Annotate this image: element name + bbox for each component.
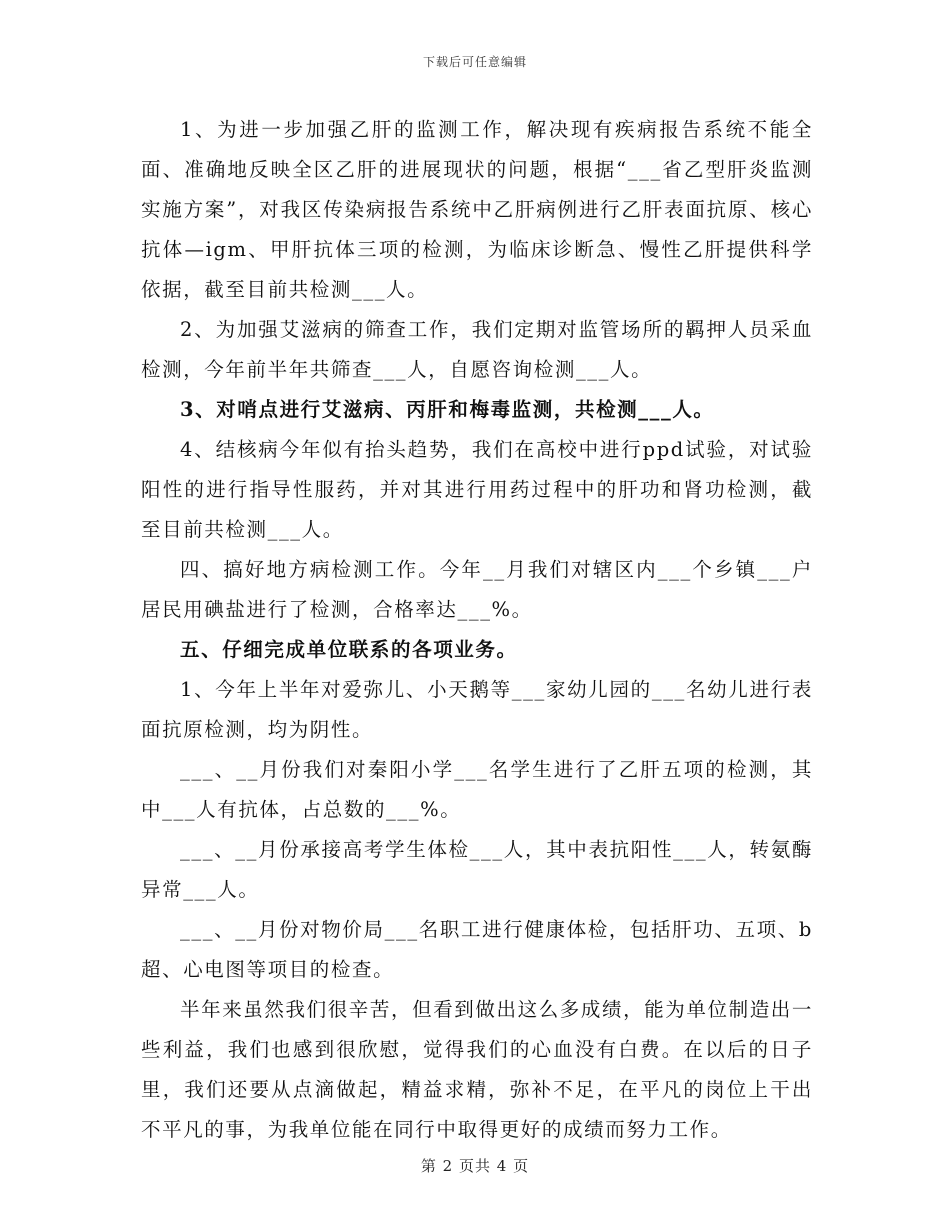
paragraph-kindergarten-testing: 1、今年上半年对爱弥儿、小天鹅等___家幼儿园的___名幼儿进行表面抗原检测，均为阴性。 <box>141 678 813 741</box>
paragraph-price-bureau-checkup: ___、__月份对物价局___名职工进行健康体检，包括肝功、五项、b超、心电图等项目的检查。 <box>141 918 813 981</box>
page-number: 第 2 页共 4 页 <box>420 1157 530 1175</box>
page-header: 下载后可任意编辑 <box>422 55 527 69</box>
paragraph-aids-screening: 2、为加强艾滋病的筛查工作，我们定期对监管场所的羁押人员采血检测，今年前半年共筛查___人，自愿咨询检测___人。 <box>141 318 813 381</box>
paragraph-conclusion: 半年来虽然我们很辛苦，但看到做出这么多成绩，能为单位制造出一些利益，我们也感到很欣慰，觉得我们的心血没有白费。在以后的日子里，我们还要从点滴做起，精益求精，弥补不足，在平凡的岗位上干出不平凡的事，为我单位能在同行中取得更好的成绩而努力工作。 <box>141 998 814 1141</box>
paragraph-exam-physical: ___、__月份承接高考学生体检___人，其中表抗阳性___人，转氨酶异常___人。 <box>141 838 813 901</box>
paragraph-endemic-disease: 四、搞好地方病检测工作。今年__月我们对辖区内___个乡镇___户居民用碘盐进行了检测，合格率达___%。 <box>141 558 813 621</box>
paragraph-school-testing: ___、__月份我们对秦阳小学___名学生进行了乙肝五项的检测，其中___人有抗体，占总数的___%。 <box>141 758 813 821</box>
paragraph-sentinel-monitoring: 3、对哨点进行艾滋病、丙肝和梅毒监测，共检测___人。 <box>180 398 715 421</box>
section-heading-unit-business: 五、仔细完成单位联系的各项业务。 <box>180 638 518 661</box>
document-body <box>141 110 813 1150</box>
paragraph-hepatitis-b-monitoring: 1、为进一步加强乙肝的监测工作，解决现有疾病报告系统不能全面、准确地反映全区乙肝的进展现状的问题，根据“___省乙型肝炎监测实施方案”，对我区传染病报告系统中乙肝病例进行乙肝表面抗原、核心抗体—igm、甲肝抗体三项的检测，为临床诊断急、慢性乙肝提供科学依据，截至目前共检测___人。 <box>141 118 813 301</box>
paragraph-tuberculosis: 4、结核病今年似有抬头趋势，我们在高校中进行ppd试验，对试验阳性的进行指导性服药，并对其进行用药过程中的肝功和肾功检测，截至目前共检测___人。 <box>141 438 813 541</box>
